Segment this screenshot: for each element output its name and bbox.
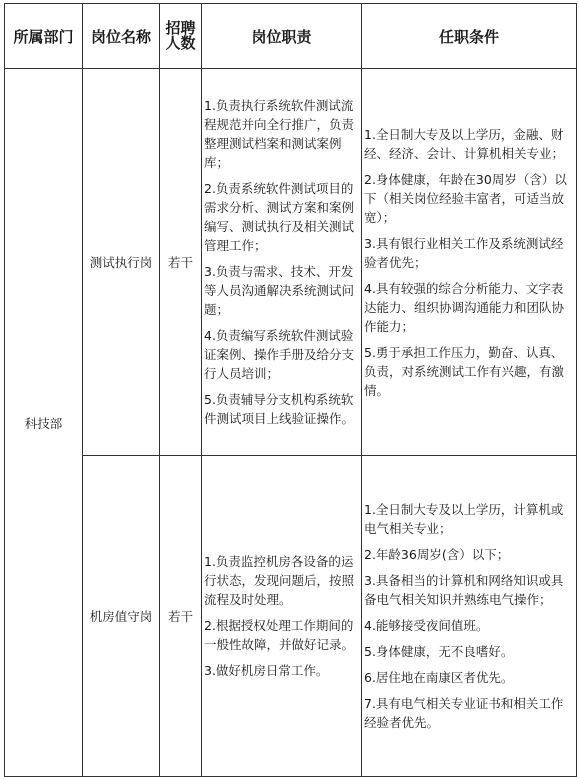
list-item: 5.负责辅导分支机构系统软件测试项目上线验证操作。 [204,392,355,426]
list-item: 4.负责编写系统软件测试验证案例、操作手册及给分支行人员培训； [204,328,355,381]
list-item: 5.身体健康，无不良嗜好。 [364,644,514,659]
list-item: 7.具有电气相关专业证书和相关工作经验者优先。 [364,696,564,730]
list-item: 1.全日制大专及以上学历，金融、财经、经济、会计、计算机相关专业； [364,126,565,161]
position-cell: 机房值守岗 [83,456,160,777]
list-item: 2.负责系统软件测试项目的需求分析、测试方案和案例编写、测试执行及相关测试管理工作； [204,181,355,253]
recruitment-table [4,3,577,777]
table-row [5,456,577,777]
list-item: 2.身体健康，年龄在30周岁（含）以下（相关岗位经验丰富者，可适当放宽）； [364,171,567,225]
header-duties: 岗位职责 [202,4,362,69]
list-item: 4.能够接受夜间值班。 [364,618,489,633]
list-item: 2.根据授权处理工作期间的一般性故障，并做好记录。 [204,618,355,652]
list-item: 6.居住地在南康区者优先。 [364,670,514,685]
list-item: 3.具有银行业相关工作及系统测试经验者优先； [364,235,564,270]
list-item: 1.负责执行系统软件测试流程规范并向全行推广，负责整理测试档案和测试案例库； [204,98,355,170]
duties-cell [202,456,362,777]
duties-cell [202,69,362,456]
list-item: 2.年龄36周岁(含）以下； [364,547,510,562]
header-requirements: 任职条件 [362,4,577,69]
header-position: 岗位名称 [83,4,160,69]
header-dept: 所属部门 [5,4,83,69]
count-cell: 若干 [160,69,202,456]
list-item: 3.负责与需求、技术、开发等人员沟通解决系统测试问题； [204,264,355,317]
list-item: 1.全日制大专及以上学历，计算机或电气相关专业； [364,502,564,536]
table-row [5,69,577,456]
dept-cell: 科技部 [5,69,83,777]
requirements-cell [362,456,577,777]
count-cell: 若干 [160,456,202,777]
list-item: 1.负责监控机房各设备的运行状态，发现问题后，按照流程及时处理。 [204,554,355,607]
list-item: 3.做好机房日常工作。 [204,663,329,678]
requirements-cell [362,69,577,456]
header-row [5,4,577,69]
header-count: 招聘人数 [160,4,202,69]
list-item: 3.具备相当的计算机和网络知识或具备电气相关知识并熟练电气操作； [364,573,564,607]
list-item: 5.勇于承担工作压力，勤奋、认真、负责，对系统测试工作有兴趣，有激情。 [364,344,565,398]
position-cell: 测试执行岗 [83,69,160,456]
list-item: 4.具有较强的综合分析能力、文字表达能力、组织协调沟通能力和团队协作能力； [364,280,565,334]
